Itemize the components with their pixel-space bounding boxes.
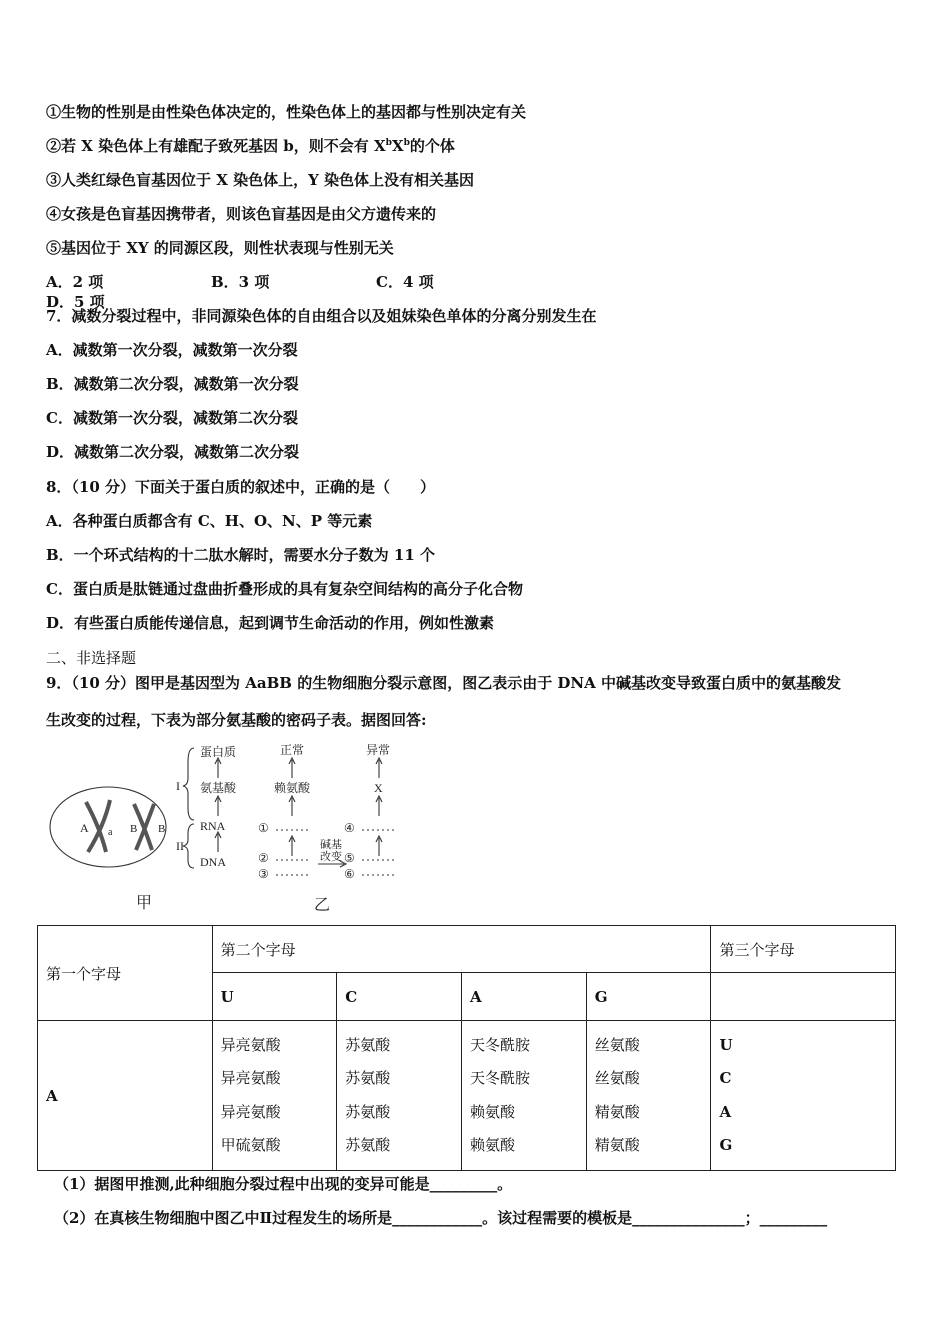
header-first-letter: 第一个字母 — [38, 926, 213, 1021]
q9-line-2: 生改变的过程，下表为部分氨基酸的密码子表。据图回答: — [46, 711, 427, 729]
fig-num-2: ② — [258, 851, 269, 865]
second-col-u: U — [212, 973, 337, 1021]
figure-jia-yi — [48, 740, 428, 915]
fig-caption-jia: 甲 — [136, 895, 153, 912]
q7-option-a[interactable]: A．减数第一次分裂，减数第一次分裂 — [46, 341, 298, 359]
statement-5: ⑤基因位于 XY 的同源区段，则性状表现与性别无关 — [46, 239, 394, 257]
cell-col-u: 异亮氨酸 异亮氨酸 异亮氨酸 甲硫氨酸 — [212, 1021, 337, 1171]
section-heading: 二、非选择题 — [46, 649, 137, 667]
statement-3: ③人类红绿色盲基因位于 X 染色体上，Y 染色体上没有相关基因 — [46, 171, 475, 189]
fig-num-4: ④ — [344, 821, 355, 835]
q6-option-a[interactable]: A．2 项 — [46, 273, 104, 291]
gene-label-B1: B — [130, 823, 138, 835]
cell-third-letter: U C A G — [711, 1021, 896, 1171]
statement-4: ④女孩是色盲基因携带者，则该色盲基因是由父方遗传来的 — [46, 205, 437, 223]
cell-col-g: 丝氨酸 丝氨酸 精氨酸 精氨酸 — [586, 1021, 711, 1171]
fig-num-6: ⑥ — [344, 867, 355, 881]
header-second-letter: 第二个字母 — [212, 926, 711, 973]
second-col-g: G — [586, 973, 711, 1021]
fig-label-amino-acid: 氨基酸 — [200, 781, 237, 795]
sub-question-2: （2）在真核生物细胞中图乙中Ⅱ过程发生的场所是____________。该过程需要的模板是_______________；_________ — [54, 1209, 828, 1227]
q7-option-d[interactable]: D．减数第二次分裂，减数第二次分裂 — [46, 443, 300, 461]
fig-caption-yi: 乙 — [314, 897, 331, 914]
second-col-c: C — [337, 973, 462, 1021]
gene-label-A: A — [80, 821, 89, 835]
fig-roman-2: II — [176, 839, 184, 853]
fig-change-1: 碱基 — [320, 839, 342, 851]
q8-option-d[interactable]: D．有些蛋白质能传递信息，起到调节生命活动的作用，例如性激素 — [46, 614, 495, 632]
q8-option-a[interactable]: A．各种蛋白质都含有 C、H、O、N、P 等元素 — [46, 512, 373, 530]
header-third-blank — [711, 973, 896, 1021]
q7-stem: 7．减数分裂过程中，非同源染色体的自由组合以及姐妹染色单体的分离分别发生在 — [46, 307, 597, 325]
q8-stem: 8．（10 分）下面关于蛋白质的叙述中，正确的是（ ） — [46, 478, 436, 496]
sub-question-1: （1）据图甲推测,此种细胞分裂过程中出现的变异可能是_________。 — [54, 1175, 513, 1193]
fig-change-2: 改变 — [320, 851, 342, 863]
fig-abnormal: 异常 — [366, 743, 391, 757]
statement-1: ①生物的性别是由性染色体决定的，性染色体上的基因都与性别决定有关 — [46, 103, 527, 121]
codon-table — [37, 925, 896, 1171]
cell-col-a: 天冬酰胺 天冬酰胺 赖氨酸 赖氨酸 — [462, 1021, 587, 1171]
q6-option-c[interactable]: C．4 项 — [376, 273, 434, 291]
fig-normal: 正常 — [280, 743, 305, 757]
row-first-letter: A — [38, 1021, 213, 1171]
bracket-1 — [183, 748, 194, 820]
second-col-a: A — [462, 973, 587, 1021]
header-third-letter: 第三个字母 — [711, 926, 896, 973]
gene-label-B2: B — [158, 823, 166, 835]
q7-option-b[interactable]: B．减数第二次分裂，减数第一次分裂 — [46, 375, 299, 393]
q6-option-b[interactable]: B．3 项 — [211, 273, 270, 291]
q8-option-b[interactable]: B．一个环式结构的十二肽水解时，需要水分子数为 11 个 — [46, 546, 435, 564]
fig-roman-1: I — [176, 779, 180, 793]
gene-label-a: a — [108, 827, 113, 838]
q7-option-c[interactable]: C．减数第一次分裂，减数第二次分裂 — [46, 409, 298, 427]
fig-num-3: ③ — [258, 867, 269, 881]
fig-num-1: ① — [258, 821, 269, 835]
fig-x: X — [374, 781, 383, 795]
fig-label-protein: 蛋白质 — [200, 745, 237, 759]
fig-label-dna: DNA — [200, 855, 226, 869]
cell-col-c: 苏氨酸 苏氨酸 苏氨酸 苏氨酸 — [337, 1021, 462, 1171]
fig-num-5: ⑤ — [344, 851, 355, 865]
q8-option-c[interactable]: C．蛋白质是肽链通过盘曲折叠形成的具有复杂空间结构的高分子化合物 — [46, 580, 523, 598]
statement-2: ②若 X 染色体上有雄配子致死基因 b，则不会有 $X^bX^b$的个体 — [46, 137, 455, 155]
bracket-2 — [183, 824, 194, 868]
q9-line-1: 9．（10 分）图甲是基因型为 AaBB 的生物细胞分裂示意图，图乙表示由于 DNA 中碱基改变导致蛋白质中的氨基酸发 — [46, 674, 841, 692]
fig-label-rna: RNA — [200, 819, 226, 833]
fig-lysine: 赖氨酸 — [274, 781, 311, 795]
q6-option-d[interactable]: D．5 项 — [46, 293, 105, 311]
